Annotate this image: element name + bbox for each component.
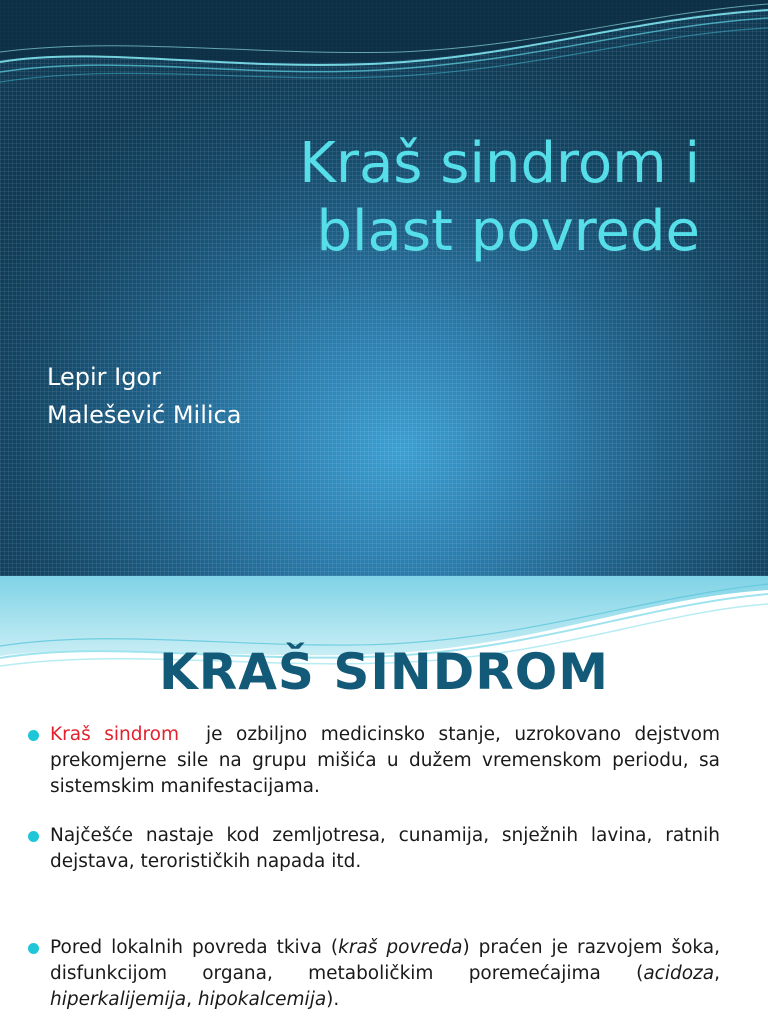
author-name: Lepir Igor	[47, 363, 161, 391]
slide-title: Kraš sindrom i blast povrede	[299, 131, 700, 264]
bullet-icon	[28, 831, 39, 842]
list-item	[28, 823, 720, 875]
highlighted-term: Kraš sindrom	[50, 724, 179, 745]
content-slide	[0, 576, 768, 1024]
list-item	[28, 722, 726, 800]
italic-term: kraš povreda	[338, 937, 463, 958]
italic-term: acidoza	[643, 963, 715, 984]
bullet-icon	[28, 730, 39, 741]
bullet-icon	[28, 943, 39, 954]
bullet-text: ,	[186, 989, 198, 1010]
bullet-text: ) praćen je razvojem šoka, disfunkcijom organa, metaboličkim poremećajima (	[50, 937, 720, 984]
bullet-list	[28, 722, 726, 1013]
bullet-text: Pored lokalnih povreda tkiva (	[50, 937, 339, 958]
italic-term: hiperkalijemija	[50, 989, 187, 1010]
bullet-text: je ozbiljno medicinsko stanje, uzrokovano dejstvom prekomjerne sile na grupu mišića u dužem vremenskom periodu, sa sistemskim manifestacijama.	[50, 724, 726, 797]
italic-term: hipokalcemija	[197, 989, 327, 1010]
bullet-text: ).	[326, 989, 340, 1010]
author-list	[47, 358, 241, 434]
bullet-text: ,	[714, 963, 726, 984]
author-name: Malešević Milica	[47, 401, 242, 429]
list-item	[28, 935, 726, 1013]
wave-decoration	[0, 0, 768, 110]
slide-title: KRAŠ SINDROM	[158, 643, 610, 701]
bullet-text: Najčešće nastaje kod zemljotresa, cunamija, snježnih lavina, ratnih dejstava, terorističkih napada itd.	[50, 825, 720, 872]
